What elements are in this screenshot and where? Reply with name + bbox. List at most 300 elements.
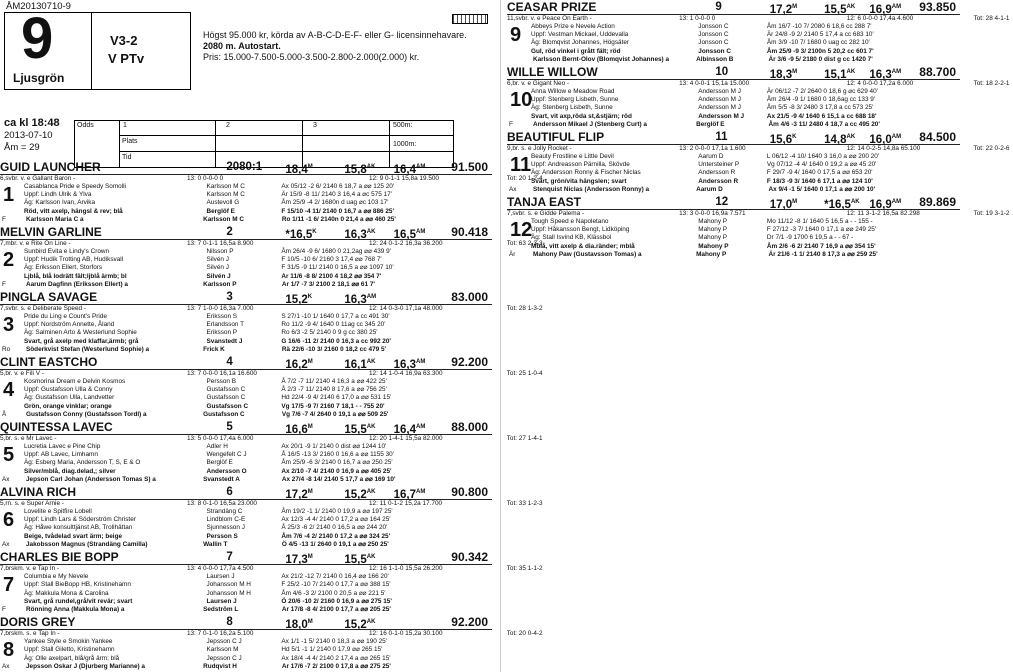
odds-label: Odds — [77, 122, 94, 129]
form-line-tr: Andersson M J — [698, 88, 741, 96]
horse-name: CEASAR PRIZE — [507, 0, 597, 14]
horse-sub_b: 13: 4 0-0-1 15,1a 15.000 — [679, 80, 750, 88]
form-line-t: Uppf: Stall Giletto, Kristinehamn — [24, 646, 115, 654]
driver-line — [0, 216, 492, 224]
horse-last-t: Karlsson Bernt-Olov (Blomqvist Johannes) a — [533, 55, 670, 63]
form-line-t: Columbia e My Nevele — [24, 573, 89, 581]
horse-sub_a: 7,svbr. s. e Deliberate Speed - — [0, 305, 86, 313]
horse-sub_c: 12: 14 0-3-0 17,1a 48.000 — [368, 305, 443, 313]
horse-s1: 17,2 — [769, 3, 793, 16]
horse-s1s: K — [792, 134, 797, 141]
form-line-r: Åm 7/6 -4 2/ 2140 0 17,2 a ⌀⌀ 324 25' — [281, 532, 391, 540]
form-line-t: Röd, vitt axelp, hängsl & rev; blå — [24, 207, 123, 215]
horse-record-2 — [344, 551, 375, 567]
horse-s2s: AK — [366, 489, 376, 496]
horse-header — [507, 65, 960, 80]
form-line-t: Abbeys Prize e Nevele Action — [531, 23, 615, 30]
horse-sub_b: 13: 7 0-0-0 16,1a 16.600 — [186, 370, 257, 378]
start-number: 12 — [510, 219, 533, 242]
form-line — [24, 443, 492, 451]
horse-record-3 — [394, 356, 426, 372]
horse-record-1 — [770, 196, 797, 212]
horse-num_line: 7 — [226, 551, 233, 564]
horse-s1: 16,6 — [285, 423, 308, 436]
horse-body — [507, 153, 960, 186]
horse-sub_b: 13: 2 0-0-0 17,1a 1.600 — [679, 145, 746, 153]
form-line — [531, 88, 960, 96]
horse-last-ab: F — [2, 215, 6, 223]
form-line — [24, 248, 492, 256]
horse-s3: 16,4 — [393, 163, 416, 176]
horse-body — [0, 248, 492, 281]
horse-odds: 83.000 — [451, 290, 488, 305]
horse-last-ab: Ax — [509, 185, 517, 193]
horse-s1s: M — [792, 4, 798, 10]
horse-lines — [0, 313, 492, 346]
horse-s2: *16,5 — [824, 198, 851, 211]
form-line-tr: Adler H — [206, 443, 228, 451]
form-line-tr: Silvén J — [206, 272, 231, 280]
form-line-tr: Laursen J — [206, 573, 235, 581]
form-line — [531, 39, 960, 47]
horse-s2s: AK — [846, 134, 856, 141]
race-desc-2: 2080 m. Autostart. — [203, 41, 281, 51]
horse-name: BEAUTIFUL FLIP — [507, 130, 605, 145]
horse-sub_b: 13: 1 0-0-0 0 — [679, 15, 716, 22]
form-line-tr: Andersson R — [698, 169, 736, 177]
horse-last-ab: Är — [509, 250, 516, 258]
horse-s3s: AM — [891, 134, 902, 141]
horse-body — [0, 313, 492, 346]
horse-num_line: 3 — [226, 291, 233, 304]
horse-lines — [0, 183, 492, 216]
horse-last-r: Ro 1/11 -1 6/ 2140n 0 21,4 a ⌀⌀ 460 25' — [281, 215, 396, 223]
horse-num_line: 9 — [715, 1, 722, 13]
horse-s1: 18,4 — [285, 163, 308, 176]
horse-last-tr: Karlsson P — [203, 280, 237, 288]
form-line-t: Äg: Makkula Mona & Carolina — [24, 589, 109, 597]
form-line-r: Är 15/9 -8 11/ 2140 3 16,4 a ⌀c 575 17' — [281, 191, 392, 199]
horses-column-right — [507, 0, 1010, 260]
form-line — [24, 264, 492, 272]
form-line-t: Kosmorina Dream e Delvin Kosmos — [24, 378, 126, 386]
form-line-t: Äg: Andersson Ronny & Fischer Niclas — [531, 169, 641, 177]
form-line — [531, 243, 960, 251]
horse-s1s: M — [307, 164, 313, 170]
form-line-tr: Johansson M H — [206, 581, 251, 589]
horse-entry — [0, 420, 543, 484]
form-line — [531, 178, 960, 186]
horse-s2s: AK — [366, 554, 376, 561]
horse-s1s: M — [307, 554, 313, 561]
horse-body — [0, 638, 492, 663]
horse-record-1 — [285, 356, 312, 372]
horse-s3: 16,7 — [393, 488, 416, 501]
form-line-tr: Jonsson C — [698, 39, 729, 47]
horse-s1s: M — [307, 619, 313, 626]
horse-entry — [507, 195, 1010, 259]
horse-lines — [0, 638, 492, 663]
race-number: 9 — [21, 6, 54, 71]
bet-types-box — [90, 12, 191, 90]
horse-sub_b: 13: 8 0-1-0 16,5a 23.000 — [186, 500, 257, 508]
start-number: 7 — [3, 574, 15, 597]
horse-sub_a: 7,mbr. v. e Rite On Line - — [0, 240, 71, 248]
form-line-r: Å 16/5 -13 3/ 2160 0 16,6 a ⌀⌀ 1155 30' — [281, 451, 394, 459]
horse-header — [0, 225, 492, 240]
start-number: 8 — [3, 639, 15, 662]
column-divider — [500, 0, 501, 672]
form-line-t: Beauty Frostline e Little Devil — [531, 153, 614, 161]
form-line — [531, 169, 960, 177]
form-line-tr: Andersson O — [206, 467, 247, 475]
horse-lines — [0, 248, 492, 281]
horse-record-1 — [770, 66, 797, 82]
form-line-t: Uppf: Vestman Mickael, Uddevalla — [531, 31, 629, 39]
horse-entry — [0, 615, 543, 671]
horse-record-3 — [869, 196, 901, 212]
horse-lines — [507, 218, 960, 251]
horse-sub_a: 6,br. v. e Gigant Neo - — [507, 80, 570, 88]
plats-label: Plats — [122, 138, 138, 145]
horse-name: DORIS GREY — [0, 615, 76, 630]
form-line-t: Casablanca Pride e Speedy Somolli — [24, 183, 126, 190]
form-line-t: Äg: Karlsson Ivan, Arvika — [24, 199, 96, 207]
horse-s1s: K — [307, 294, 313, 301]
horse-num_line: 2 — [226, 226, 233, 239]
horse-s2s: AK — [366, 164, 376, 170]
horse-last-t: Aarum Dagfinn (Eriksson Ellert) a — [26, 280, 128, 288]
horse-last-ab: F — [2, 605, 6, 613]
form-line-tr: Aarum D — [698, 153, 724, 161]
horse-odds: 88.000 — [451, 420, 488, 435]
horse-last-r: Är 21/6 -1 1/ 2140 8 17,3 a ⌀⌀ 259 25' — [768, 250, 878, 258]
horse-header — [0, 550, 492, 565]
horse-s3: 16,9 — [869, 3, 892, 16]
horse-body — [0, 573, 492, 606]
horse-sub_d: Tot: 28 1-3-2 — [506, 305, 543, 313]
horse-odds: 93.850 — [919, 0, 956, 14]
form-line-tr: Austevoll G — [206, 199, 240, 207]
horse-last-t: Jepson Carl Johan (Andersson Tomas S) a — [26, 475, 156, 483]
form-line-t: Ljblå, blå lodrätt fält;ljblå ärmb; bl — [24, 272, 127, 280]
horse-s1: 15,6 — [769, 133, 793, 146]
form-line-tr: Andersson M J — [698, 104, 741, 112]
horse-number-stat — [715, 1, 721, 14]
horse-odds: 92.200 — [451, 355, 488, 370]
ruler-icon — [452, 14, 488, 24]
horse-record-2 — [344, 356, 375, 372]
col-2-label: 2 — [226, 122, 230, 129]
horse-lines — [0, 508, 492, 541]
form-line-r: F 15/10 -4 11/ 2140 0 16,7 a ⌀⌀ 886 25' — [281, 207, 395, 215]
horse-s2s: AK — [850, 199, 860, 206]
horse-number-stat — [226, 226, 232, 239]
horse-last-tr: Albinsson B — [696, 55, 734, 63]
form-line-r: Ax 18/4 -4 4/ 2140 2 17,4 a ⌀⌀ 265 15' — [281, 654, 391, 662]
form-line-t: Äg: Stall Isvind KB, Klässbol — [531, 234, 612, 242]
form-line — [24, 208, 492, 216]
horse-num_line: 2080:1 — [226, 161, 263, 173]
race-desc-3: Pris: 15.000-7.500-5.000-3.500-2.800-2.000(2.000) kr. — [203, 52, 420, 62]
horse-s2s: AK — [846, 4, 856, 10]
horse-record-1 — [285, 161, 312, 177]
form-line-tr: Andersson R — [698, 177, 739, 185]
form-line-r: Åm 5/5 -8 3/ 2480 3 17,8 a cc 573 25' — [766, 104, 874, 112]
horse-odds: 84.500 — [919, 130, 956, 145]
horse-header — [0, 290, 492, 305]
horse-record-2 — [344, 616, 375, 632]
form-line-tr: Johansson M H — [206, 589, 251, 597]
horse-last-r: Rä 22/6 -10 3/ 2160 0 18,2 cc 479 5' — [281, 345, 387, 353]
horse-s2: 15,5 — [344, 423, 367, 436]
driver-line — [0, 346, 492, 354]
form-line-r: Åm 26/4 -9 6/ 1680 0 21,2ag ⌀⌀ 439 9' — [281, 248, 391, 256]
driver-line — [507, 121, 960, 129]
horse-last-ab — [507, 56, 533, 64]
horse-odds: 90.800 — [451, 485, 488, 500]
horse-s2s: AK — [366, 424, 376, 431]
form-line-r: F 10/5 -10 6/ 2160 3 17,4 ⌀⌀ 768 7' — [281, 256, 382, 264]
driver-line — [507, 186, 960, 194]
form-line — [24, 508, 492, 516]
horse-s2s: AK — [846, 69, 856, 76]
form-line-r: Åm 19/2 -1 1/ 2140 0 19,9 a ⌀⌀ 197 25' — [281, 508, 393, 516]
horse-odds: 91.500 — [451, 160, 488, 174]
form-line-t: Silver/mblå, diag.delad,; silver — [24, 467, 116, 475]
horse-record-3 — [869, 66, 901, 82]
horse-name: CLINT EASTCHO — [0, 355, 98, 370]
horse-s2: 15,1 — [824, 68, 847, 81]
horse-sub_c: 12: 16 0-1-0 15,2a 30.100 — [368, 630, 443, 638]
form-line-tr: Andersson M J — [698, 96, 741, 104]
horse-sub_b: 13: 0 0-0-0 0 — [186, 175, 224, 182]
form-line-r: Å 2/3 -7 11/ 2140 8 17,6 a ⌀⌀ 756 25' — [281, 386, 387, 394]
horse-sub_d: Tot: 18 2-2-1 — [973, 80, 1010, 88]
form-line-tr: Gustafsson C — [206, 394, 246, 402]
horse-number-stat — [226, 486, 232, 499]
form-line-r: Mo 11/12 -8 1/ 1640 5 16,5 a - - 155 - — [766, 218, 873, 226]
horse-s3s: AM — [891, 199, 902, 206]
form-line-tr: Nilsson P — [206, 248, 234, 256]
horse-s1: 17,2 — [285, 488, 308, 501]
horse-s2s: AM — [366, 294, 377, 301]
form-line-t: Uppf: AB Lavec, Limhamn — [24, 451, 98, 459]
horse-record-3 — [869, 131, 901, 147]
horse-last-t: Jepsson Oskar J (Djurberg Marianne) a — [26, 662, 145, 670]
horse-s1: 17,3 — [285, 553, 308, 566]
form-line-r: Vg 17/5 -9 7/ 2160 7 18,1 - - 755 20' — [281, 402, 385, 410]
horse-num_line: 10 — [715, 66, 729, 79]
horse-record-1 — [770, 1, 797, 17]
form-line-t: Uppf: Gustafsson Ulla & Conny — [24, 386, 113, 394]
form-line-t: Uppf: Nordström Annette, Åland — [24, 321, 115, 329]
horse-sub_d: Tot: 28 4-1-1 — [973, 15, 1010, 22]
form-line-tr: Mahony P — [698, 242, 729, 250]
horse-name: GUID LAUNCHER — [0, 160, 101, 174]
horse-last-r: Är 3/6 -9 5/ 2180 0 dist g cc 1420 7' — [768, 55, 873, 63]
horse-s1: 16,2 — [285, 358, 308, 371]
form-line-t: Äg: Håwe konsulttjänst AB, Trollhättan — [24, 524, 133, 532]
horse-entry — [0, 550, 543, 614]
horse-s1: 18,3 — [769, 68, 793, 81]
form-line — [24, 646, 492, 654]
horse-lines — [507, 23, 960, 56]
horse-body — [0, 183, 492, 216]
horse-entry — [0, 485, 543, 549]
form-line-r: Ax 21/2 -12 7/ 2140 0 16,4 ⌀⌀ 166 20' — [281, 573, 389, 581]
horse-sub_c: 12: 9 0-1-1 15,8a 19.500 — [368, 175, 439, 182]
form-line-t: Äg: Eriksson Ellert, Storfors — [24, 264, 103, 272]
form-line — [24, 598, 492, 606]
horse-header — [507, 195, 960, 210]
horse-name: CHARLES BIE BOPP — [0, 550, 119, 565]
form-line-tr: Mahony P — [698, 234, 728, 242]
form-line-tr: Jepsson C J — [206, 654, 242, 662]
horse-sub_c: 12: 20 1-4-1 15,5a 82.000 — [368, 435, 443, 443]
form-line-r: Dr 7/1 -9 1700 6 19,5 a - - 67 - — [766, 234, 854, 242]
horse-s1: *16,5 — [285, 228, 313, 241]
horse-last-tr: Karlsson M C — [203, 215, 244, 223]
start-number: 4 — [3, 379, 15, 402]
horse-record-2 — [344, 161, 375, 177]
form-line-t: Mblå, vitt axelp & dia.ränder; mblå — [531, 242, 635, 250]
horse-record-1 — [770, 131, 797, 147]
form-line-t: Lovelite e Spitfire Lobell — [24, 508, 92, 516]
horse-odds: 90.342 — [451, 550, 488, 565]
horse-s2s: AK — [366, 229, 376, 236]
form-line-t: Grön, orange vinklar; orange — [24, 402, 112, 410]
form-line — [24, 378, 492, 386]
horse-lines — [507, 88, 960, 121]
form-line-r: Hd 22/4 -9 4/ 2140 6 17,0 a ⌀⌀ 531 15' — [281, 394, 392, 402]
form-line — [531, 48, 960, 56]
horse-last-ab: Ax — [2, 475, 10, 483]
form-line-tr: Jonsson C — [698, 47, 731, 55]
horse-lines — [0, 378, 492, 411]
form-line-r: S 27/1 -10 1/ 1640 0 17,7 a cc 491 30' — [281, 313, 390, 321]
tid-label: Tid — [122, 154, 132, 161]
form-line — [24, 329, 492, 337]
form-line-r: Åm 25/9 -6 3/ 2140 0 16,7 a ⌀⌀ 250 25' — [281, 459, 393, 467]
horse-header — [507, 0, 960, 15]
horse-s2: 16,3 — [344, 228, 367, 241]
horse-s3: 16,0 — [869, 133, 892, 146]
horse-record-3 — [394, 161, 426, 177]
start-number: 6 — [3, 509, 15, 532]
horse-name: QUINTESSA LAVEC — [0, 420, 113, 435]
start-number: 9 — [510, 24, 522, 46]
form-line-r: Ax 05/12 -2 6/ 2140 6 18,7 a ⌀⌀ 125 20' — [281, 183, 395, 190]
horse-sub_a: 9,br. s. e Jolly Rocket - — [507, 145, 572, 153]
form-line — [531, 234, 960, 242]
driver-line — [0, 411, 492, 419]
horse-name: MELVIN GARLINE — [0, 225, 102, 240]
horse-record-2 — [824, 1, 855, 17]
horse-last-r: Vg 7/6 -7 4/ 2640 0 19,1 a ⌀⌀ 509 25' — [281, 410, 389, 418]
horse-lines — [0, 573, 492, 606]
horse-number-stat — [226, 291, 232, 304]
form-line-r: F 25/2 -10 7/ 2140 0 17,7 a ⌀⌀ 388 15' — [281, 581, 391, 589]
horse-record-2 — [824, 66, 855, 82]
horse-s1s: M — [792, 69, 798, 76]
horse-s2: 15,5 — [344, 553, 367, 566]
horse-sub_a: 5,rn. s. e Super Arnie - — [0, 500, 64, 508]
horse-s2: 15,8 — [344, 163, 367, 176]
horse-last-r: Ar 17/8 -8 4/ 2100 0 17,7 a ⌀⌀ 205 25' — [281, 605, 391, 613]
start-number: 3 — [3, 314, 15, 337]
horse-number-stat — [715, 196, 728, 209]
horse-sub_d: Tot: 20 0-4-2 — [506, 630, 543, 638]
form-line-r: Å 25/3 -6 2/ 2140 0 16,5 a ⌀⌀ 244 20' — [281, 524, 388, 532]
horse-sub_b: 13: 4 0-0-0 17,7a 4.500 — [186, 565, 254, 573]
form-line-r: Åm 25/9 -4 2/ 1680n d uag ⌀c 103 17' — [281, 199, 389, 207]
driver-line — [0, 663, 492, 671]
form-line — [24, 199, 492, 207]
form-line — [24, 273, 492, 281]
form-line-tr: Persson S — [206, 532, 238, 540]
horse-record-1 — [285, 616, 312, 632]
form-line — [24, 183, 492, 191]
horse-s3s: AM — [415, 359, 426, 366]
form-line-r: Åm 25/9 -9 3/ 2100n 5 20,2 cc 601 7' — [766, 47, 874, 55]
form-line-t: Äg: Olle axelpart, blå/grå ärm; blå — [24, 654, 120, 662]
horse-subline — [0, 565, 543, 573]
horse-header — [0, 485, 492, 500]
form-line-tr: Jepsson C J — [206, 638, 242, 646]
horse-num_line: 11 — [715, 131, 728, 144]
horse-last-t: Mahony Paw (Gustavsson Tomas) a — [533, 250, 642, 258]
horse-entry — [507, 65, 1010, 129]
horse-sub_a: 6,svbr. v. e Gallant Baron - — [0, 175, 76, 182]
form-line-r: G 16/6 -11 2/ 2140 0 16,3 a cc 992 20' — [281, 337, 391, 345]
horse-last-tr: Gustafsson C — [203, 410, 245, 418]
form-line-t: Äg: Salminen Arto & Westerlund Sophie — [24, 329, 137, 337]
form-line-r: Är 24/8 -9 2/ 2140 5 17,4 a cc 683 10' — [766, 31, 874, 39]
horse-last-tr: Mahony P — [696, 250, 727, 258]
horses-column-left — [0, 160, 543, 672]
form-line-tr: Mahony P — [698, 218, 728, 226]
horse-s2: 14,8 — [824, 133, 847, 146]
form-line-t: Uppf: Lindh Lars & Söderström Christer — [24, 516, 136, 524]
horse-record-2 — [824, 131, 855, 147]
horse-last-tr: Wallin T — [203, 540, 228, 548]
horse-last-t: Rönning Anna (Makkula Mona) a — [26, 605, 125, 613]
horse-s1: 15,2 — [285, 293, 308, 306]
form-line — [24, 533, 492, 541]
form-line-tr: Laursen J — [206, 597, 237, 605]
form-line-t: Svart, grå axelp med klaffar,ärmb; grå — [24, 337, 139, 345]
form-line-tr: Erlandsson T — [206, 321, 245, 329]
horse-sub_c: 12: 14 0-2-5 14,8a 65.100 — [846, 145, 921, 153]
horse-sub_d: Tot: 35 1-1-2 — [506, 565, 543, 573]
form-line-r: F 31/5 -9 11/ 2140 0 16,5 a ⌀⌀ 1097 10' — [281, 264, 394, 272]
form-line-t: Svart, grå rundel,grå/vit revär; svart — [24, 597, 133, 605]
form-line-tr: Silvén J — [206, 264, 229, 272]
form-line-tr: Untersteiner P — [698, 161, 740, 169]
track-condition: Ljusgrön — [13, 71, 65, 85]
driver-line — [0, 281, 492, 289]
form-line-r: Ax 1/1 -1 5/ 2140 0 18,3 a ⌀⌀ 190 25' — [281, 638, 387, 646]
form-line-r: Är 06/12 -7 2/ 2640 0 18,6 g ⌀c 629 40' — [766, 88, 878, 96]
horse-sub_b: 13: 7 1-0-0 16,3a 7.000 — [186, 305, 254, 313]
horse-sub_a: 5,br. s. e Mr Lavec - — [0, 435, 57, 443]
horse-record-3 — [394, 421, 426, 437]
form-line-r: Hd 5/1 -1 1/ 2140 0 17,9 ⌀⌀ 265 15' — [281, 646, 383, 654]
form-line-r: F 29/7 -9 4/ 1640 0 17,5 a ⌀⌀ 653 20' — [766, 169, 873, 177]
form-line-t: Pride du Ling e Count's Pride — [24, 313, 107, 321]
horse-last-ab: Ax — [2, 540, 10, 548]
